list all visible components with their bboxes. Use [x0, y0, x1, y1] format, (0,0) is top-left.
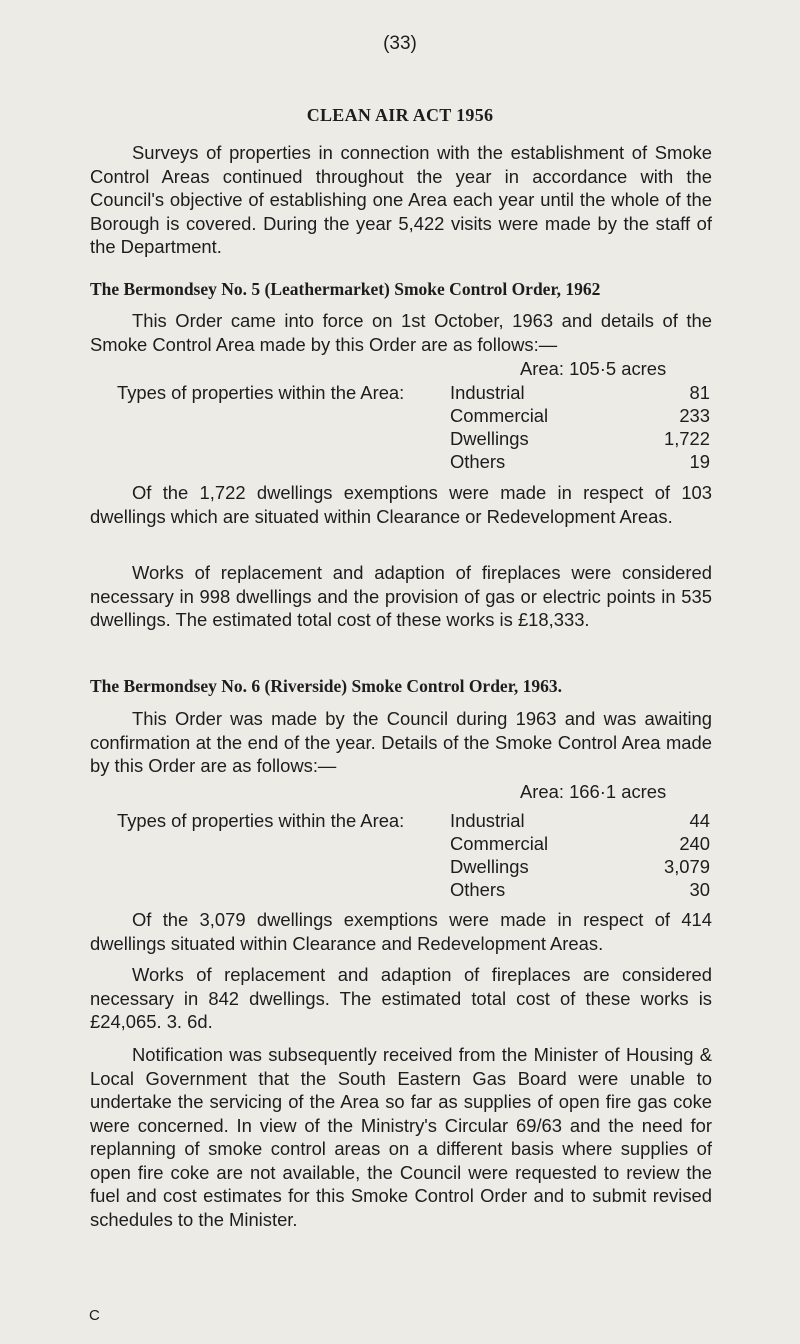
- order6-row-dwellings-label: Dwellings: [450, 856, 529, 877]
- order5-row-commercial-label: Commercial: [450, 405, 549, 426]
- order6-row-dwellings-value: 3,079: [663, 856, 710, 877]
- page-number: (33): [383, 33, 417, 54]
- order5-row-dwellings-value: 1,722: [663, 428, 710, 449]
- order6-row-commercial-label: Commercial: [450, 833, 549, 854]
- order6-row-industrial-label: Industrial: [450, 810, 525, 831]
- order5-row-dwellings-label: Dwellings: [450, 428, 529, 449]
- order5-heading: The Bermondsey No. 5 (Leathermarket) Smoke Control Order, 1962: [90, 279, 601, 299]
- order5-works-paragraph: Works of replacement and adaption of fireplaces were considered necessary in 998 dwellings and the provision of gas or electric points in 535 dwellings. The estimated total cost of these works is £18,333.: [90, 562, 712, 630]
- order6-row-others-label: Others: [450, 879, 506, 900]
- order6-types-label: Types of properties within the Area:: [117, 810, 405, 831]
- order6-heading: The Bermondsey No. 6 (Riverside) Smoke Control Order, 1963.: [90, 676, 562, 696]
- order6-row-industrial-value: 44: [689, 810, 710, 831]
- order5-row-industrial-value: 81: [689, 382, 710, 403]
- order6-area: Area: 166·1 acres: [520, 781, 667, 802]
- order5-row-commercial-value: 233: [679, 405, 710, 426]
- order5-row-others-label: Others: [450, 451, 506, 472]
- order5-intro: This Order came into force on 1st October, 1963 and details of the Smoke Control Area made by this Order are as follows:—: [90, 310, 712, 355]
- order6-works-paragraph: Works of replacement and adaption of fireplaces are considered necessary in 842 dwellings. The estimated total cost of these works is £24,065. 3. 6d.: [90, 964, 712, 1032]
- order6-row-others-value: 30: [689, 879, 710, 900]
- order6-row-commercial-value: 240: [679, 833, 710, 854]
- page-title: CLEAN AIR ACT 1956: [306, 105, 494, 125]
- signature-mark: C: [89, 1307, 100, 1324]
- order5-types-label: Types of properties within the Area:: [117, 382, 405, 403]
- order5-exemptions-paragraph: Of the 1,722 dwellings exemptions were made in respect of 103 dwellings which are situated within Clearance or Redevelopment Areas.: [90, 482, 712, 527]
- order6-notification-paragraph: Notification was subsequently received from the Minister of Housing & Local Government that the South Eastern Gas Board were unable to undertake the servicing of the Area so far as supplies of open fire gas coke were concerned. In view of the Ministry's Circular 69/63 and the need for replanning of smoke control areas on a different basis where supplies of open fire coke are not available, the Council were requested to review the fuel and cost estimates for this Smoke Control Order and to submit revised schedules to the Minister.: [90, 1044, 712, 1230]
- order6-exemptions-paragraph: Of the 3,079 dwellings exemptions were made in respect of 414 dwellings situated within Clearance and Redevelopment Areas.: [90, 909, 712, 954]
- order6-intro: This Order was made by the Council during 1963 and was awaiting confirmation at the end of the year. Details of the Smoke Control Area made by this Order are as follows:—: [90, 708, 712, 776]
- order5-row-industrial-label: Industrial: [450, 382, 525, 403]
- order5-row-others-value: 19: [689, 451, 710, 472]
- order5-area: Area: 105·5 acres: [520, 358, 667, 379]
- intro-paragraph: Surveys of properties in connection with the establishment of Smoke Control Areas continued throughout the year in accordance with the Council's objective of establishing one Area each year until the whole of the Borough is covered. During the year 5,422 visits were made by the staff of the Department.: [90, 142, 712, 257]
